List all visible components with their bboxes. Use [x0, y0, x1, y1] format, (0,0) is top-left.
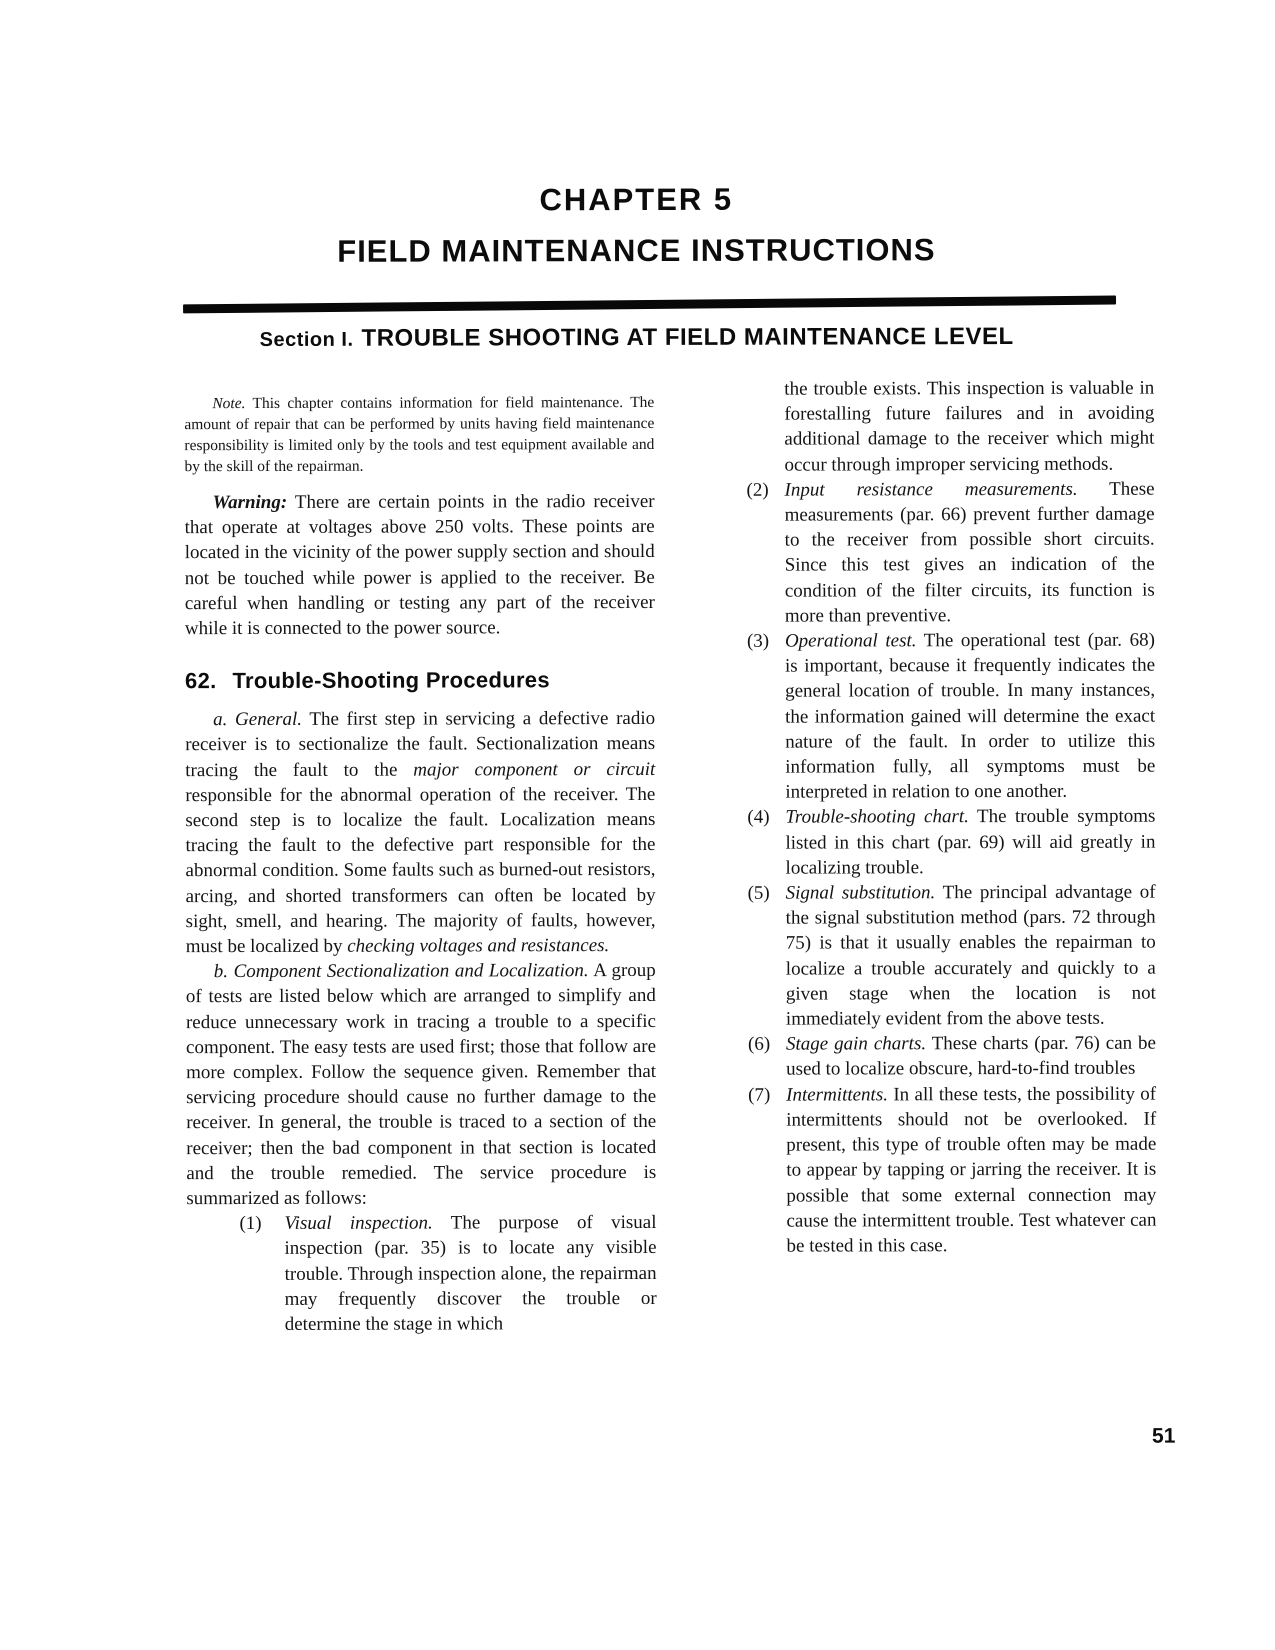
item-text — [785, 804, 1155, 881]
item-5-body: The principal advantage of the signal substitution method (pars. 72 through 75) is that it usually enables the repairman to localize a trouble accurately and quickly to a given stage when the location is not immediately evident from the above tests. — [785, 881, 1156, 1030]
list-item-3 — [747, 628, 1155, 805]
item-2-body: These measurements (par. 66) prevent further damage to the receiver from possible short circuits. Since this test gives an indication of the condition of the filter circuits, its function is more than preventive. — [784, 478, 1155, 627]
item-number: (2) — [746, 479, 769, 501]
item-text — [786, 1081, 1156, 1258]
paragraph-a-italic-2: checking voltages and resistances. — [347, 935, 610, 957]
note-paragraph — [184, 392, 654, 477]
item-number: (1) — [239, 1213, 262, 1235]
paragraph-a-lead: a. General. — [213, 709, 303, 731]
item-6-lead: Stage gain charts. — [785, 1033, 927, 1055]
item-number: (5) — [747, 882, 770, 904]
item-number: (4) — [747, 807, 770, 829]
section-label: Section I. — [259, 328, 354, 351]
item-number: (7) — [748, 1084, 771, 1106]
item-1-lead: Visual inspection. — [284, 1212, 433, 1235]
item-1-continuation: the trouble exists. This inspection is valuable in forestalling future failures and in avoiding additional damage to the receiver which might occur through improper servicing methods. — [784, 377, 1155, 476]
item-text — [785, 628, 1155, 805]
list-item-5 — [748, 880, 1156, 1032]
item-5-lead: Signal substitution. — [785, 882, 936, 904]
list-item-1 — [239, 1210, 656, 1337]
list-item-2 — [747, 476, 1155, 628]
note-text: This chapter contains information for field maintenance. The amount of repair that can be performed by units having field maintenance responsibility is limited only by the tools and test equipment available and by the skill of the repairman. — [184, 393, 655, 476]
two-column-body — [184, 376, 1157, 1338]
item-text — [786, 880, 1156, 1032]
item-2-lead: Input resistance measurements. — [784, 478, 1078, 501]
paragraph-b-lead: b. Component Sectionalization and Localization. — [213, 960, 589, 983]
paragraph-a-text-1: The first step in servicing a defective radio receiver is to sectionalize the fault. Sectionalization means tracing the fault to the — [185, 708, 656, 781]
divider-rule — [183, 295, 1116, 313]
paragraph-62-heading — [185, 667, 655, 694]
paragraph-62-title: Trouble-Shooting Procedures — [232, 667, 550, 694]
warning-paragraph — [185, 489, 655, 641]
item-text — [284, 1210, 656, 1337]
item-3-body: The operational test (par. 68) is important, because it frequently indicates the general location of trouble. In many instances, the information gained will determine the exact nature of the fault. In order to utilize this information fully, all symptoms must be interpreted in relation to one another. — [784, 629, 1156, 803]
paragraph-a — [185, 706, 656, 959]
right-column — [746, 376, 1156, 1259]
item-number: (6) — [747, 1033, 771, 1055]
warning-text: There are certain points in the radio receiver that operate at voltages above 250 volts. These points are located in the vicinity of the power supply section and should not be touched while power is applied to the receiver. Be careful when handling or testing any part of the receiver while it is connected to the power source. — [184, 490, 655, 640]
paragraph-b-text: A group of tests are listed below which are arranged to simplify and reduce unnecessary work in tracing a trouble to a specific component. The easy tests are used first; those that follow are more complex. Follow the sequence given. Remember that servicing procedure should cause no further damage to the receiver. In general, the trouble is traced to a section of the receiver; then the bad component in that section is located and the trouble remedied. The service procedure is summarized as follows: — [185, 960, 657, 1210]
paragraph-62-number: 62. — [184, 668, 217, 694]
section-title — [0, 322, 1274, 353]
item-text — [786, 1031, 1156, 1082]
chapter-subtitle: FIELD MAINTENANCE INSTRUCTIONS — [337, 232, 936, 269]
warning-lead: Warning: — [212, 491, 288, 514]
item-text — [785, 476, 1155, 628]
item-4-body: The trouble symptoms listed in this chart (par. 69) will aid greatly in localizing trouble. — [785, 806, 1156, 879]
left-column — [184, 377, 657, 1338]
page-number: 51 — [1151, 1424, 1176, 1448]
list-item-4 — [747, 804, 1155, 881]
note-lead: Note. — [212, 395, 246, 413]
item-7-lead: Intermittents. — [786, 1084, 889, 1106]
paragraph-a-italic-1: major component or circuit — [413, 758, 656, 781]
paragraph-a-text-2: responsible for the abnormal operation of the receiver. The second step is to localize the fault. Localization means tracing the fault to the defective part responsible for the abnormal condition. Some faults such as burned-out resistors, arcing, and shorted transformers can often be located by sight, smell, and hearing. The majority of faults, however, must be localized by — [185, 783, 656, 958]
chapter-title: CHAPTER 5 — [539, 181, 734, 218]
paragraph-b — [186, 958, 657, 1211]
item-1-body: The purpose of visual inspection (par. 35) is to locate any visible trouble. Through inspection alone, the repairman may frequently discover the trouble or determine the stage in which — [284, 1212, 657, 1336]
list-item-6 — [748, 1031, 1156, 1082]
item-6-body: These charts (par. 76) can be used to localize obscure, hard-to-find troubles — [786, 1032, 1157, 1081]
list-item-7 — [748, 1081, 1156, 1258]
item-number: (3) — [746, 630, 770, 652]
item-4-lead: Trouble-shooting chart. — [785, 806, 969, 829]
item-3-lead: Operational test. — [784, 630, 917, 652]
item-7-body: In all these tests, the possibility of intermittents should not be overlooked. If present, this type of trouble often may be made to appear by tapping or jarring the receiver. It is possible that some external connection may cause the intermittent trouble. Test whatever can be tested in this case. — [786, 1083, 1157, 1257]
section-title-text: TROUBLE SHOOTING AT FIELD MAINTENANCE LEVEL — [361, 323, 1014, 352]
